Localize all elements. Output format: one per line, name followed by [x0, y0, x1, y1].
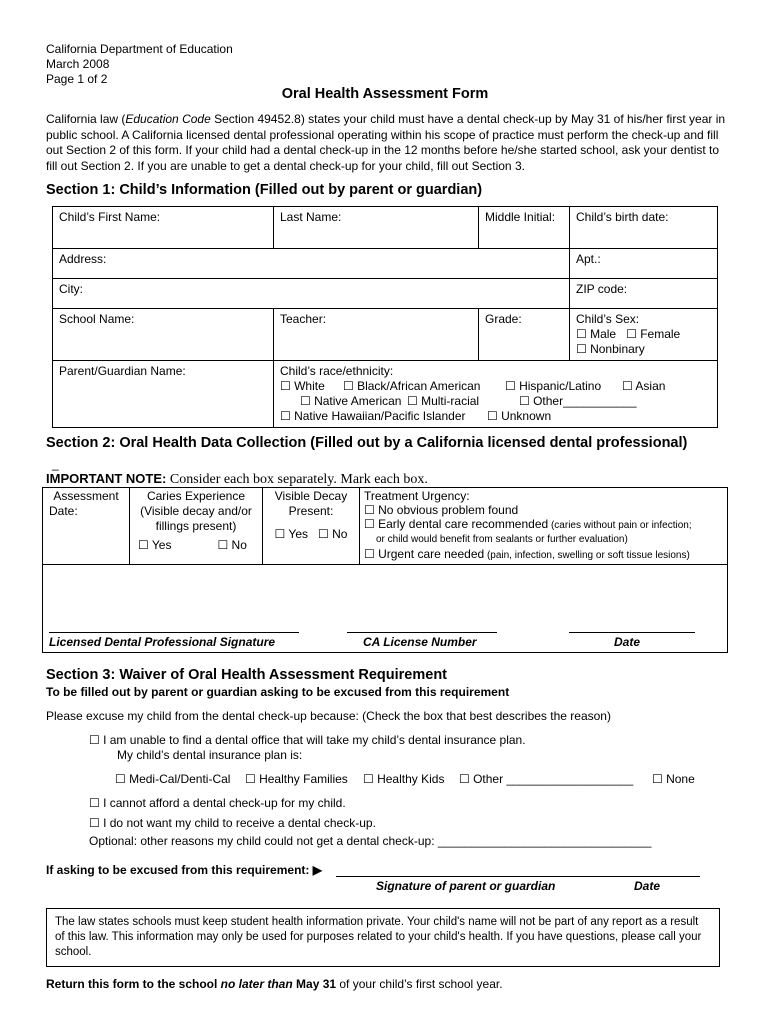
treatment-urgency-cell: Treatment Urgency: ☐ No obvious problem found ☐ Early dental care recommended (caries without pain or infection; or child would benefit from sealants or further evaluation) ☐ Urgent care needed (pain, infection, swelling or soft tissue lesions)	[360, 488, 728, 565]
race-unknown-checkbox[interactable]: ☐ Unknown	[487, 409, 552, 423]
race-hispanic-checkbox[interactable]: ☐ Hispanic/Latino	[505, 379, 602, 393]
school-name-field[interactable]: School Name:	[53, 309, 274, 361]
first-name-field[interactable]: Child’s First Name:	[53, 207, 274, 249]
return-instruction: Return this form to the school no later than May 31 of your child’s first school year.	[46, 977, 503, 991]
race-native-american-checkbox[interactable]: ☐ Native American	[300, 394, 402, 408]
race-asian-checkbox[interactable]: ☐ Asian	[622, 379, 666, 393]
decay-yes-checkbox[interactable]: ☐ Yes	[274, 527, 308, 541]
section2-heading: Section 2: Oral Health Data Collection (Filled out by a California licensed dental professional)	[46, 435, 688, 451]
race-other-checkbox[interactable]: ☐ Other___________	[519, 394, 637, 408]
plan-healthy-kids-checkbox[interactable]: ☐ Healthy Kids	[363, 772, 445, 786]
reason-no-want-checkbox[interactable]: ☐ I do not want my child to receive a dental check-up.	[89, 816, 376, 830]
important-note: IMPORTANT NOTE: Consider each box separately. Mark each box.	[46, 471, 428, 487]
city-field[interactable]: City:	[53, 279, 570, 309]
zip-field[interactable]: ZIP code:	[570, 279, 718, 309]
caries-yes-checkbox[interactable]: ☐ Yes	[138, 538, 172, 552]
form-title: Oral Health Assessment Form	[281, 86, 489, 102]
license-number-caption: CA License Number	[363, 635, 477, 649]
race-white-checkbox[interactable]: ☐ White	[280, 379, 325, 393]
excuse-label: If asking to be excused from this requirement: ▶	[46, 863, 322, 877]
plan-other-checkbox[interactable]: ☐ Other ___________________	[459, 772, 634, 786]
urgency-early-checkbox[interactable]: ☐ Early dental care recommended	[364, 517, 549, 531]
last-name-field[interactable]: Last Name:	[274, 207, 479, 249]
date-caption: Date	[614, 635, 641, 649]
plan-none-checkbox[interactable]: ☐ None	[652, 772, 695, 786]
grade-field[interactable]: Grade:	[479, 309, 570, 361]
guardian-signature-line[interactable]	[336, 876, 700, 877]
guardian-name-field[interactable]: Parent/Guardian Name:	[53, 361, 274, 428]
apt-field[interactable]: Apt.:	[570, 249, 718, 279]
urgency-none-checkbox[interactable]: ☐ No obvious problem found	[364, 503, 519, 517]
dash-mark: _	[52, 457, 59, 471]
sex-female-checkbox[interactable]: ☐ Female	[626, 327, 681, 341]
urgency-urgent-checkbox[interactable]: ☐ Urgent care needed	[364, 547, 485, 561]
race-hawaiian-checkbox[interactable]: ☐ Native Hawaiian/Pacific Islander	[280, 409, 466, 423]
optional-reason-field[interactable]: Optional: other reasons my child could not get a dental check-up: ________________________________	[89, 834, 652, 848]
race-multiracial-checkbox[interactable]: ☐ Multi-racial	[407, 394, 480, 408]
sex-male-checkbox[interactable]: ☐ Male	[576, 327, 617, 341]
reason-insurance-checkbox[interactable]: ☐ I am unable to find a dental office that will take my child’s dental insurance plan.	[89, 733, 526, 747]
header-page: Page 1 of 2	[46, 72, 108, 86]
license-number-line[interactable]	[347, 632, 497, 633]
decay-no-checkbox[interactable]: ☐ No	[318, 527, 348, 541]
section3-subheading: To be filled out by parent or guardian asking to be excused from this requirement	[46, 685, 510, 699]
oral-health-table	[42, 487, 728, 653]
signature-area	[43, 565, 728, 653]
header-agency: California Department of Education	[46, 42, 233, 56]
dentist-signature-line[interactable]	[49, 632, 299, 633]
visible-decay-cell: Visible Decay Present: ☐ Yes ☐ No	[263, 488, 360, 565]
guardian-signature-caption: Signature of parent or guardian	[376, 879, 556, 893]
caries-no-checkbox[interactable]: ☐ No	[217, 538, 247, 552]
intro-paragraph: California law (Education Code Section 49452.8) states your child must have a dental check-up by May 31 of his/her first year in public school. A California licensed dental professional operating within his scope of practice must perform the check-up and fill out Section 2 of this form. If your child had a dental check-up in the 12 months before he/she started school, ask your dentist to fill out Section 2. If you are unable to get a dental check-up for your child, fill out Section 3.	[46, 112, 726, 173]
race-black-checkbox[interactable]: ☐ Black/African American	[343, 379, 481, 393]
teacher-field[interactable]: Teacher:	[274, 309, 479, 361]
section1-heading: Section 1: Child’s Information (Filled out by parent or guardian)	[46, 182, 483, 198]
plan-healthy-families-checkbox[interactable]: ☐ Healthy Families	[245, 772, 348, 786]
sex-nonbinary-checkbox[interactable]: ☐ Nonbinary	[576, 342, 645, 356]
insurance-plan-label: My child’s dental insurance plan is:	[117, 748, 303, 762]
reason-afford-checkbox[interactable]: ☐ I cannot afford a dental check-up for my child.	[89, 796, 346, 810]
header-date: March 2008	[46, 57, 110, 71]
date-line[interactable]	[569, 632, 695, 633]
plan-medical-checkbox[interactable]: ☐ Medi-Cal/Denti-Cal	[115, 772, 231, 786]
child-info-table	[52, 206, 718, 428]
assessment-date-field[interactable]: Assessment Date:	[43, 488, 130, 565]
guardian-date-caption: Date	[634, 879, 661, 893]
privacy-notice: The law states schools must keep student health information private. Your child's name will not be part of any report as a result of this law. This information may only be used for purposes related to your child's health. If you have questions, please call your school.	[46, 908, 720, 967]
dentist-signature-caption: Licensed Dental Professional Signature	[49, 635, 276, 649]
middle-initial-field[interactable]: Middle Initial:	[479, 207, 570, 249]
birth-date-field[interactable]: Child’s birth date:	[570, 207, 718, 249]
caries-experience-cell: Caries Experience (Visible decay and/or fillings present) ☐ Yes ☐ No	[130, 488, 263, 565]
child-sex-field: Child’s Sex: ☐ Male ☐ Female ☐ Nonbinary	[570, 309, 718, 361]
address-field[interactable]: Address:	[53, 249, 570, 279]
race-ethnicity-field: Child’s race/ethnicity: ☐ White ☐ Black/African American ☐ Hispanic/Latino ☐ Asian ☐ Native American ☐ Multi-racial ☐ Other___________ ☐ Native Hawaiian/Pacific Islander ☐ Unknown	[274, 361, 718, 428]
section3-heading: Section 3: Waiver of Oral Health Assessment Requirement	[46, 667, 448, 683]
section3-instruction: Please excuse my child from the dental check-up because: (Check the box that best describes the reason)	[46, 709, 611, 723]
